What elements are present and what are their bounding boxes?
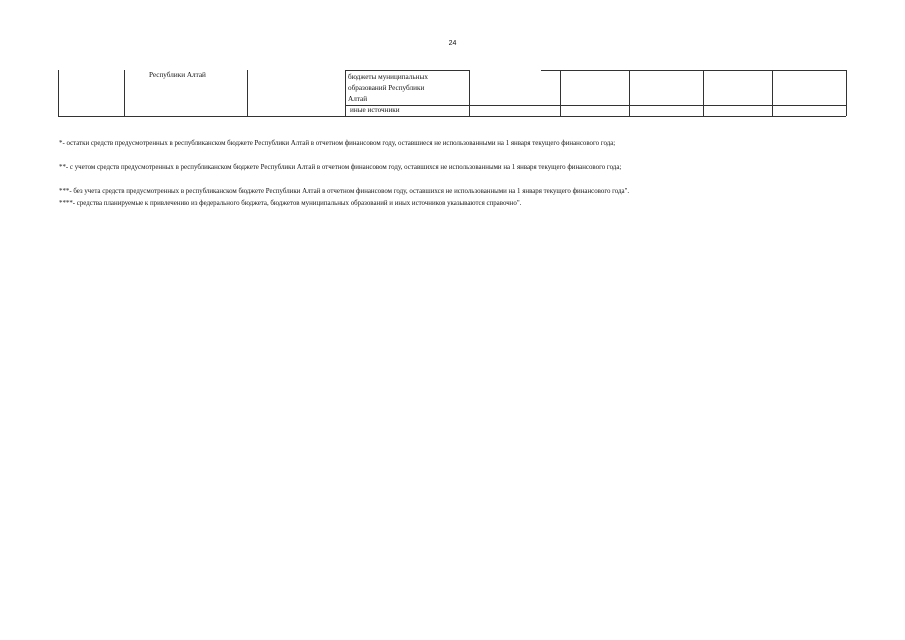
source-municipal-line-2: образований Республики	[348, 84, 425, 92]
footnote-2: **- с учетом средств предусмотренных в республиканском бюджете Республики Алтай в отчетном финансовом году, оставшихся не использованными на 1 января текущего финансового года;	[59, 164, 622, 171]
table-border	[469, 70, 470, 116]
table-border	[560, 70, 561, 116]
table-border	[846, 70, 847, 116]
table-border	[124, 70, 125, 116]
footnote-3: ***- без учета средств предусмотренных в республиканском бюджете Республики Алтай в отчетном финансовом году, оставшихся не использованными на 1 января текущего финансового года".	[59, 188, 630, 195]
table-border	[772, 70, 773, 116]
table-border	[345, 70, 469, 71]
page-number: 24	[448, 40, 457, 47]
region-label: Республики Алтай	[149, 71, 206, 79]
table-border	[247, 70, 248, 116]
footnote-1: *- остатки средств предусмотренных в республиканском бюджете Республики Алтай в отчетном финансовом году, оставшиеся не использованными на 1 января текущего финансового года;	[59, 140, 616, 147]
footnote-4: ****- средства планируемые к привлечению из федерального бюджета, бюджетов муниципальных образований и иных источников указываются справочно".	[59, 200, 522, 207]
table-border	[629, 70, 630, 116]
table-border	[58, 70, 59, 116]
table-border	[345, 70, 346, 116]
source-other: иные источники	[350, 106, 400, 114]
source-municipal-line-3: Алтай	[348, 95, 368, 103]
table-border	[345, 105, 846, 106]
table-border	[58, 116, 846, 117]
table-border	[703, 70, 704, 116]
table-top-border	[541, 70, 846, 71]
source-municipal-line-1: бюджеты муниципальных	[348, 73, 428, 81]
